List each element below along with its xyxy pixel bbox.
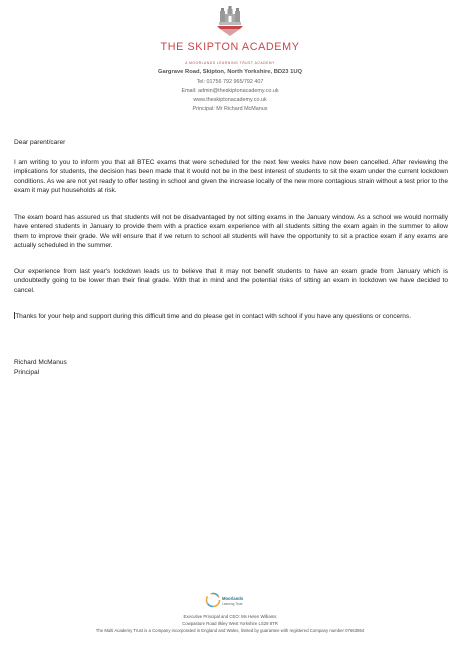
letter-paragraph-4: Thanks for your help and support during this difficult time and do please get in contact with school if you have any questions or concerns. (15, 313, 412, 320)
school-name: THE SKIPTON ACADEMY (160, 41, 300, 53)
signature-name: Richard McManus (14, 359, 67, 366)
logo-text-learning-trust: Learning Trust (222, 602, 243, 606)
footer-company-info: The Multi Academy Trust is a Company incorporated in England and Wales, limited by guarantee with registered Company number 07663864 (95, 628, 365, 633)
footer-address: Cowpasture Road Ilkley West Yorkshire LS29 8TR (182, 621, 278, 626)
letter-paragraph-2: The exam board has assured us that students will not be disadvantaged by not sitting exams in the January window. As a school we would normally have entered students in January to provide them with a practice exam experience with all students sitting the exam again in the summer to allow them to improve their grade. We will ensure that if we return to school all students will have the opportunity to sit a practice exam if any exams are actually scheduled in the summer. (14, 214, 448, 249)
moorlands-trust-logo (204, 591, 256, 611)
school-email: Email: admin@theskiptonacademy.co.uk (181, 88, 279, 94)
trust-tagline: A MOORLANDS LEARNING TRUST ACADEMY (185, 61, 275, 65)
letter-paragraph-3: Our experience from last year's lockdown leads us to believe that it may not benefit students to have an exam grade from January which is undoubtedly going to be lower than their final grade. With that in mind and the potential risks of sitting an exam in lockdown we have decided to cancel. (14, 268, 448, 294)
letter-salutation: Dear parent/carer (14, 139, 66, 146)
logo-text-moorlands: Moorlands (222, 596, 244, 601)
letter-paragraph-1: I am writing to you to inform you that all BTEC exams that were scheduled for the next few weeks have now been cancelled. After reviewing the implications for students, the decision has been made that it would not be in the best interest of students to sit the exam under the current lockdown conditions. As we are not yet ready to offer testing in school and given the increase locally of the new more contagious strain without a test prior to the exam it may put households at risk. (14, 159, 448, 194)
school-website: www.theskiptonacademy.co.uk (193, 97, 267, 103)
signature-title: Principal (14, 369, 40, 376)
school-principal: Principal: Mr Richard McManus (192, 106, 268, 112)
school-crest-logo (212, 4, 248, 38)
footer-ceo: Executive Principal and CEO: Ms Helen Williams (183, 614, 277, 619)
letter-paragraph-4-wrap (14, 312, 448, 321)
school-telephone: Tel: 01756 792 965/792 407 (196, 79, 264, 85)
school-address: Gargrave Road, Skipton, North Yorkshire, BD23 1UQ (157, 69, 303, 75)
